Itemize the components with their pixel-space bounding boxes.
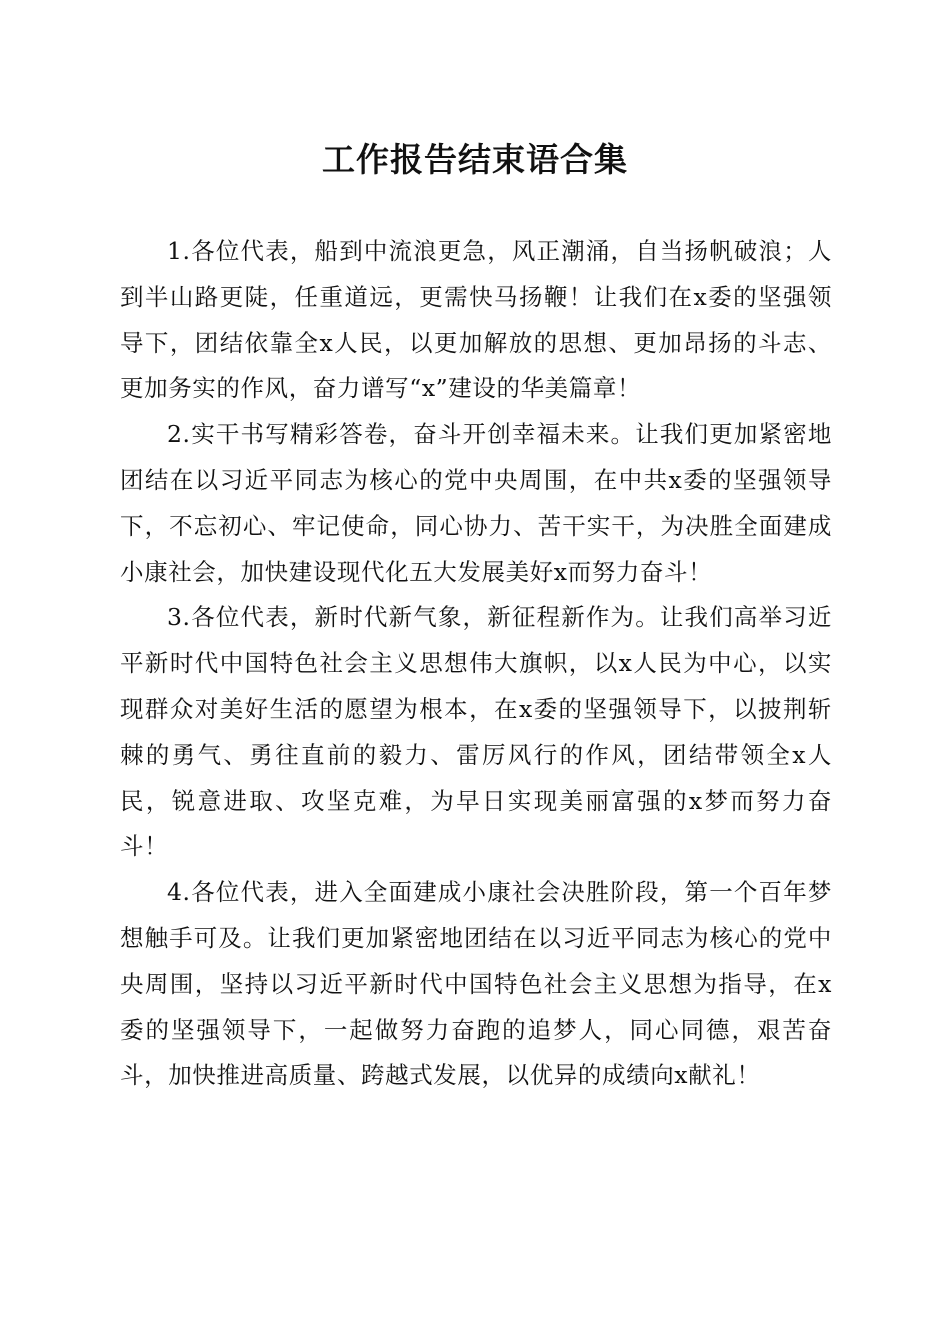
document-body — [120, 229, 832, 1099]
document-title: 工作报告结束语合集 — [322, 140, 628, 179]
paragraph-3: 3.各位代表，新时代新气象，新征程新作为。让我们高举习近平新时代中国特色社会主义思想伟大旗帜，以x人民为中心，以实现群众对美好生活的愿望为根本，在x委的坚强领导下，以披荆斩棘的勇气、勇往直前的毅力、雷厉风行的作风，团结带领全x人民，锐意进取、攻坚克难，为早日实现美丽富强的x梦而努力奋斗！ — [120, 603, 832, 861]
paragraph-4: 4.各位代表，进入全面建成小康社会决胜阶段，第一个百年梦想触手可及。让我们更加紧密地团结在以习近平同志为核心的党中央周围，坚持以习近平新时代中国特色社会主义思想为指导，在x委的坚强领导下，一起做努力奋跑的追梦人，同心同德，艰苦奋斗，加快推进高质量、跨越式发展，以优异的成绩向x献礼！ — [120, 878, 832, 1090]
paragraph-1: 1.各位代表，船到中流浪更急，风正潮涌，自当扬帆破浪；人到半山路更陡，任重道远，更需快马扬鞭！让我们在x委的坚强领导下，团结依靠全x人民，以更加解放的思想、更加昂扬的斗志、更加务实的作风，奋力谱写“x”建设的华美篇章！ — [120, 237, 832, 403]
paragraph-2: 2.实干书写精彩答卷，奋斗开创幸福未来。让我们更加紧密地团结在以习近平同志为核心的党中央周围，在中共x委的坚强领导下，不忘初心、牢记使命，同心协力、苦干实干，为决胜全面建成小康社会，加快建设现代化五大发展美好x而努力奋斗！ — [120, 420, 832, 586]
